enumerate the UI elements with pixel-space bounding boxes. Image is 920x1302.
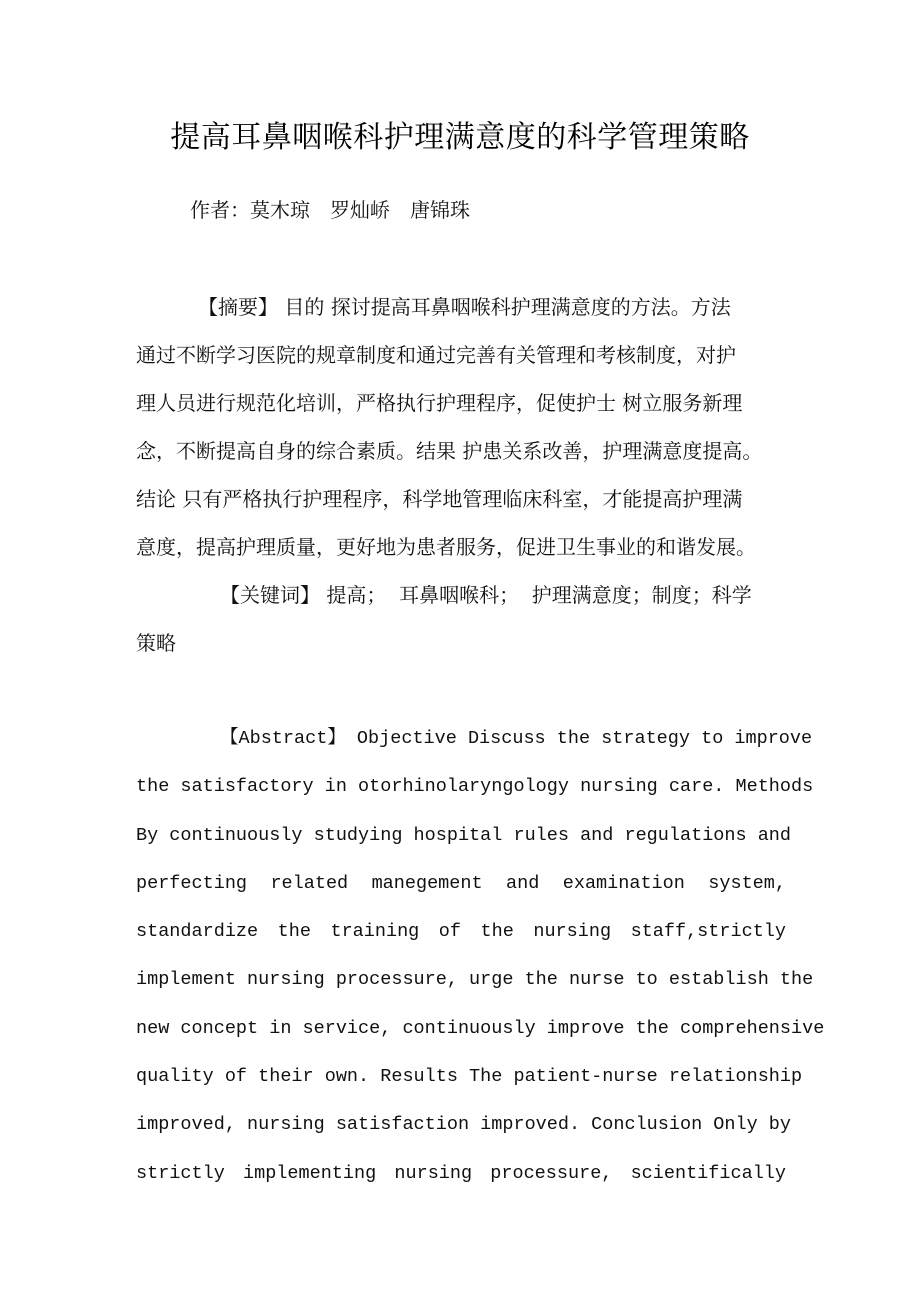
abstract-en-line: the satisfactory in otorhinolaryngology nursing care. Methods: [136, 776, 814, 798]
keywords-line: 【关键词】 提高； 耳鼻咽喉科； 护理满意度；制度；科学: [220, 583, 752, 607]
abstract-en-line: strictly implementing nursing processure, scientifically: [136, 1162, 786, 1184]
abstract-en-line: perfecting related manegement and examination system,: [136, 872, 786, 894]
chinese-abstract: [136, 283, 792, 571]
abstract-en-line: implement nursing processure, urge the nurse to establish the: [136, 969, 814, 991]
abstract-line: 念，不断提高自身的综合素质。结果 护患关系改善，护理满意度提高。: [136, 439, 763, 463]
abstract-line: 意度，提高护理质量，更好地为患者服务，促进卫生事业的和谐发展。: [136, 535, 756, 559]
abstract-en-label: 【Abstract】: [220, 728, 346, 749]
abstract-en-line: 【Abstract】 Objective Discuss the strategy to improve: [220, 728, 813, 749]
keywords-line: 策略: [136, 631, 176, 655]
abstract-en-line: By continuously studying hospital rules and regulations and: [136, 824, 792, 846]
keywords-label: 【关键词】: [220, 583, 320, 607]
chinese-keywords: [136, 571, 792, 667]
abstract-label: 【摘要】: [198, 295, 278, 319]
english-abstract: [136, 715, 825, 1198]
abstract-en-line: improved, nursing satisfaction improved. Conclusion Only by: [136, 1114, 792, 1136]
abstract-line: 结论 只有严格执行护理程序，科学地管理临床科室，才能提高护理满: [136, 487, 743, 511]
abstract-line: 通过不断学习医院的规章制度和通过完善有关管理和考核制度，对护: [136, 343, 736, 367]
abstract-en-line: standardize the training of the nursing staff,strictly: [136, 921, 786, 943]
abstract-en-line: quality of their own. Results The patient-nurse relationship: [136, 1066, 803, 1088]
abstract-line: 【摘要】 目的 探讨提高耳鼻咽喉科护理满意度的方法。方法: [198, 295, 731, 319]
paper-title: 提高耳鼻咽喉科护理满意度的科学管理策略: [170, 120, 750, 155]
author-line: 作者：莫木琼 罗灿峤 唐锦珠: [190, 198, 470, 222]
abstract-en-line: new concept in service, continuously improve the comprehensive: [136, 1017, 825, 1039]
abstract-line: 理人员进行规范化培训，严格执行护理程序，促使护士 树立服务新理: [136, 391, 743, 415]
